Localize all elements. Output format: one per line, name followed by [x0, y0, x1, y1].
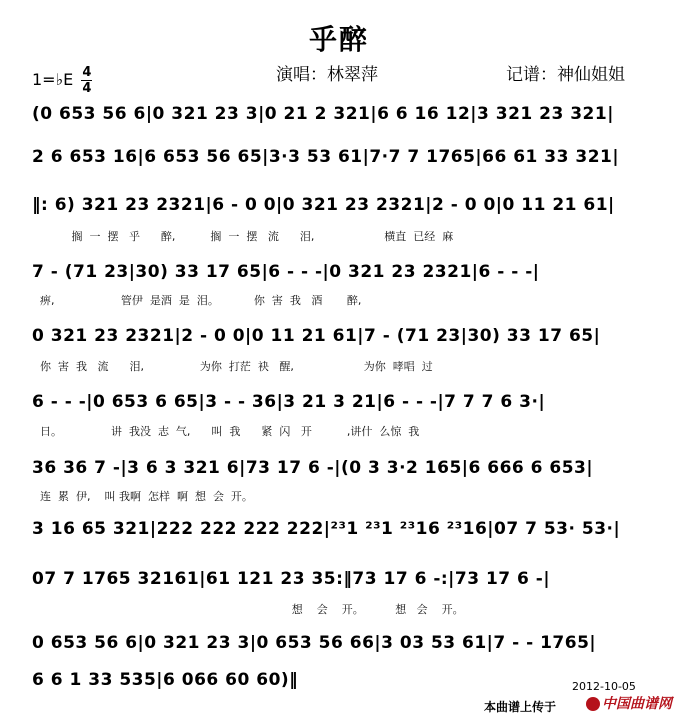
upload-date: 2012-10-05	[572, 680, 636, 693]
lyric-line-4: 痹, 管伊 是酒 是 泪。 你 害 我 酒 醉,	[40, 294, 362, 307]
key-signature	[32, 66, 92, 95]
score-line-5: 0 321 23 2321|2 - 0 0|0 11 21 61|7 - (71 23|30) 33 17 65|	[32, 326, 601, 346]
upload-note: 本曲谱上传于	[484, 700, 557, 714]
site-logo	[586, 693, 672, 713]
score-line-8: 3 16 65 321|222 222 222 222|²³1 ²³1 ²³16 ²³16|07 7 53· 53·|	[32, 519, 621, 539]
meter-bottom: 4	[82, 81, 92, 96]
notation-credit: 记谱：神仙姐姐	[506, 65, 625, 85]
score-line-2: 2 6 653 16|6 653 56 65|3·3 53 61|7·7 7 1765|66 61 33 321|	[32, 147, 620, 167]
score-line-1: (0 653 56 6|0 321 23 3|0 21 2 321|6 6 16 12|3 321 23 321|	[32, 104, 614, 124]
score-line-7: 36 36 7 -|3 6 3 321 6|73 17 6 -|(0 3 3·2 165|6 666 6 653|	[32, 458, 594, 478]
lyric-line-7: 连 累 伊, 叫 我啊 怎样 啊 想 会 开。	[40, 490, 253, 503]
score-line-6: 6 - - -|0 653 6 65|3 - - 36|3 21 3 21|6 - - -|7 7 7 6 3·|	[32, 392, 546, 412]
lyric-line-9: 想 会 开。 想 会 开。	[40, 603, 464, 616]
lyric-line-5: 你 害 我 流 泪, 为你 打茫 袂 醒, 为你 哮唱 过	[40, 360, 433, 373]
meter-top: 4	[82, 65, 92, 80]
score-line-4: 7 - (71 23|30) 33 17 65|6 - - -|0 321 23 2321|6 - - -|	[32, 262, 540, 282]
site-logo-text: 中国曲谱网	[602, 696, 672, 712]
singer-credit: 演唱：林翠萍	[276, 65, 378, 85]
lyric-line-3: 搁 一 摆 乎 醉, 搁 一 摆 流 泪, 横直 已经 麻	[40, 230, 454, 243]
logo-icon	[586, 697, 600, 711]
score-line-3: ‖: 6) 321 23 2321|6 - 0 0|0 321 23 2321|2 - 0 0|0 11 21 61|	[32, 195, 615, 215]
lyric-line-6: 日。 讲 我没 志 气, 叫 我 紧 闪 开 ,讲什 么惊 我	[40, 425, 420, 438]
key-label: 1=♭E	[32, 70, 74, 89]
time-signature	[81, 66, 92, 95]
score-line-9: 07 7 1765 32161|61 121 23 35:‖73 17 6 -:|73 17 6 -|	[32, 569, 551, 589]
score-line-11: 6 6 1 33 535|6 066 60 60)‖	[32, 670, 299, 690]
song-title: 乎醉	[308, 23, 369, 56]
score-line-10: 0 653 56 6|0 321 23 3|0 653 56 66|3 03 53 61|7 - - 1765|	[32, 633, 597, 653]
